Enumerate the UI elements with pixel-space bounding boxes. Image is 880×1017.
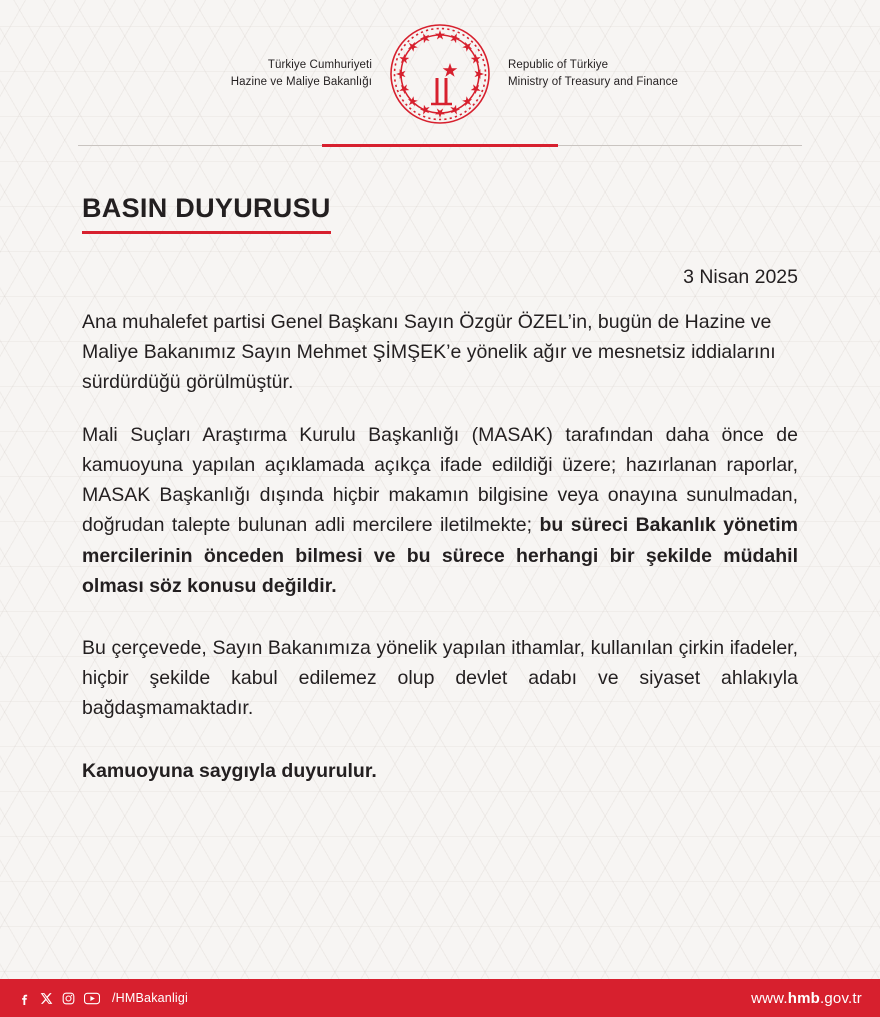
instagram-icon[interactable] — [62, 992, 75, 1005]
social-links — [18, 991, 188, 1005]
brand-text-english — [508, 57, 738, 90]
brand-en-line1: Republic of Türkiye — [508, 59, 609, 72]
social-handle[interactable]: /HMBakanligi — [112, 991, 189, 1005]
document-content — [0, 147, 880, 979]
paragraph-3: Bu çerçevede, Sayın Bakanımıza yönelik yapılan ithamlar, kullanılan çirkin ifadeler, hiçbir şekilde kabul edilemez olup devlet adabı ve siyaset ahlakıyla bağdaşmamaktadır. — [82, 636, 798, 720]
paragraph-2-bold-text: bu süreci Bakanlık yönetim mercilerinin önceden bilmesi ve bu sürece herhangi bir şekilde müdahil olması söz konusu değildir. — [82, 514, 798, 597]
divider-left-segment — [78, 145, 322, 146]
website-prefix: www. — [751, 989, 788, 1007]
website-url[interactable] — [751, 990, 862, 1007]
facebook-icon[interactable] — [18, 992, 31, 1005]
closing-statement: Kamuoyuna saygıyla duyurulur. — [82, 759, 377, 782]
paragraph-2-normal-text: Mali Suçları Araştırma Kurulu Başkanlığı (MASAK) tarafından daha önce de kamuoyuna yapılan açıklamada açıkça ifade edildiği üzere; hazırlanan raporlar, MASAK Başkanlığı dışında hiçbir makamın bilgisine veya onayına sunulmadan, doğrudan talepte bulunan adli mercilere iletilmekte; — [82, 423, 798, 537]
document-footer — [0, 979, 880, 1017]
website-suffix: .gov.tr — [820, 989, 862, 1007]
brand-tr-line1: Türkiye Cumhuriyeti — [267, 59, 372, 72]
youtube-icon[interactable] — [84, 992, 100, 1005]
republic-of-turkiye-emblem-icon — [384, 18, 496, 130]
brand-text-turkish — [142, 57, 372, 90]
page-title: BASIN DUYURUSU — [82, 193, 331, 234]
brand-en-line2: Ministry of Treasury and Finance — [508, 76, 679, 88]
paragraph-1: Ana muhalefet partisi Genel Başkanı Sayın Özgür ÖZEL’in, bugün de Hazine ve Maliye Bakanımız Sayın Mehmet ŞİMŞEK’e yönelik ağır ve mesnetsiz iddialarını sürdürdüğü görülmüştür. — [82, 311, 776, 394]
document-header — [0, 0, 880, 130]
divider-right-segment — [558, 145, 802, 146]
x-twitter-icon[interactable] — [40, 992, 53, 1005]
paragraph-2 — [82, 420, 798, 601]
brand-tr-line2: Hazine ve Maliye Bakanlığı — [230, 76, 372, 88]
website-domain: hmb — [787, 989, 821, 1007]
publication-date: 3 Nisan 2025 — [683, 266, 798, 288]
